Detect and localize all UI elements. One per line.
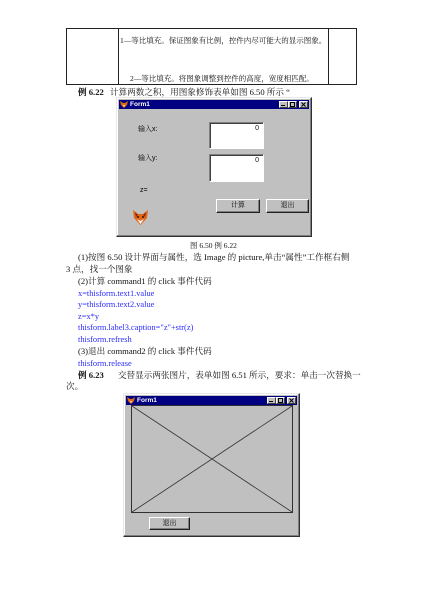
table-divider (328, 29, 329, 84)
window-controls (279, 101, 308, 108)
fox-icon (127, 397, 135, 404)
example-622-label: 例 6.22 (78, 87, 104, 97)
text1-field (209, 122, 264, 149)
code-line: thisform.refresh (78, 335, 132, 344)
fox-icon (132, 209, 149, 226)
exit-button: 退出 (149, 517, 190, 530)
code-line: z=x*y (78, 312, 100, 321)
table-row-1-text: 1—等比填充。保证图象有比例，控件内尽可能大的显示图象。 (120, 36, 327, 45)
title-bar (126, 396, 297, 405)
table-row-2-text: 2—等比填充。将图象调整到控件的高度，宽度相匹配。 (130, 74, 314, 83)
step-1-line-1: (1)按图 6.50 设计界面与属性，选 Image 的 picture,单击“属性”工作框右侧 (78, 252, 350, 262)
label-z-result: z= (140, 187, 148, 194)
step-2-heading: (2)计算 command1 的 click 事件代码 (78, 276, 212, 286)
title-bar (119, 100, 309, 109)
close-icon (299, 101, 308, 108)
maximize-icon (288, 101, 297, 108)
step-1-line-2: 3 点，找一个图象 (66, 264, 133, 274)
image-placeholder-icon (132, 406, 292, 512)
property-table (66, 28, 357, 85)
window-controls (267, 397, 296, 404)
form1-window-figure-650 (116, 97, 312, 237)
window-title: Form1 (130, 101, 150, 108)
example-623-line-2: 次。 (66, 381, 84, 391)
text1-value: 0 (255, 125, 259, 132)
example-623-label: 例 6.23 (78, 370, 104, 380)
code-line: x=thisform.text1.value (78, 289, 155, 298)
example-622-text: 计算两数之积，用图象修饰表单如图 6.50 所示 “ (109, 87, 290, 97)
code-line: thisform.release (78, 359, 132, 368)
exit-button: 退出 (266, 199, 309, 213)
maximize-icon (276, 397, 285, 404)
label-input-y: 输入y: (138, 155, 158, 162)
example-623-text: 交替显示两张图片，表单如图 6.51 所示，要求：单击一次替换一 (117, 370, 361, 380)
figure-650-caption: 图 6.50 例 6.22 (190, 241, 237, 250)
code-line: thisform.label3.caption="z"+str(z) (78, 323, 194, 332)
code-line: y=thisform.text2.value (78, 300, 155, 309)
label-input-x: 输入x: (138, 126, 158, 133)
table-divider (118, 29, 119, 84)
step-3-heading: (3)退出 command2 的 click 事件代码 (78, 346, 212, 356)
close-icon (287, 397, 296, 404)
calculate-button: 计算 (216, 199, 260, 213)
window-title: Form1 (137, 397, 157, 404)
example-623-line (78, 370, 361, 381)
minimize-icon (267, 397, 276, 404)
image-control (131, 405, 293, 513)
text2-field (209, 154, 264, 182)
form1-window-figure-651 (123, 393, 300, 537)
fox-icon (120, 101, 128, 108)
minimize-icon (279, 101, 288, 108)
text2-value: 0 (255, 157, 259, 164)
